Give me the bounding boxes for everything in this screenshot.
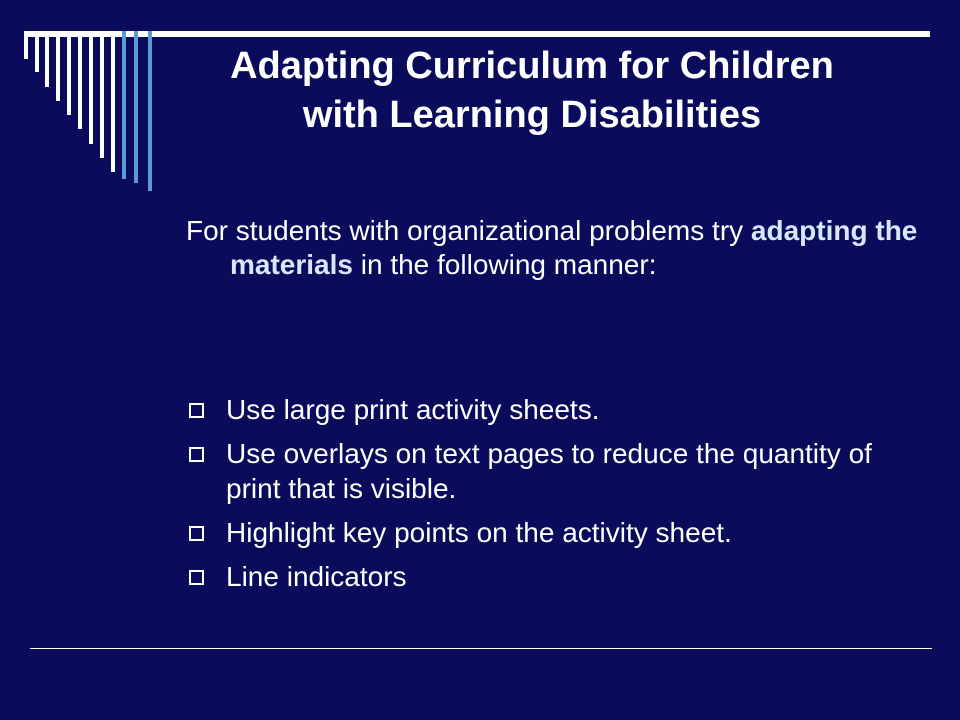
- decorative-bar: [67, 31, 71, 115]
- slide-title: Adapting Curriculum for Children with Learning Disabilities: [230, 45, 834, 136]
- decorative-bar: [111, 31, 115, 172]
- decorative-bar: [134, 31, 138, 183]
- square-bullet-icon: [189, 526, 204, 541]
- decorative-bar: [89, 31, 93, 144]
- intro-highlight: adapting the materials: [230, 215, 918, 280]
- list-item: [186, 436, 926, 506]
- decorative-bar: [35, 31, 39, 72]
- list-item-text: Use large print activity sheets.: [226, 394, 600, 425]
- list-item: [186, 559, 926, 594]
- decorative-bars: [24, 31, 164, 196]
- decorative-bar: [78, 31, 82, 129]
- intro-text-before: For students with organizational problems try: [186, 215, 751, 246]
- list-item-text: Line indicators: [226, 561, 407, 592]
- decorative-bar: [24, 31, 28, 59]
- square-bullet-icon: [189, 403, 204, 418]
- bullet-list: [186, 392, 926, 603]
- intro-paragraph: [186, 214, 930, 282]
- list-item: [186, 515, 926, 550]
- decorative-bar: [122, 31, 126, 179]
- intro-text-after: in the following manner:: [352, 249, 657, 280]
- bottom-rule-divider: [30, 648, 932, 649]
- decorative-bar: [148, 31, 152, 191]
- list-item: [186, 392, 926, 427]
- decorative-bar: [56, 31, 60, 101]
- decorative-bar: [45, 31, 49, 87]
- square-bullet-icon: [189, 447, 204, 462]
- list-item-text: Highlight key points on the activity sheet.: [226, 517, 732, 548]
- decorative-bar: [100, 31, 104, 158]
- list-item-text: Use overlays on text pages to reduce the quantity of print that is visible.: [226, 438, 872, 504]
- square-bullet-icon: [189, 570, 204, 585]
